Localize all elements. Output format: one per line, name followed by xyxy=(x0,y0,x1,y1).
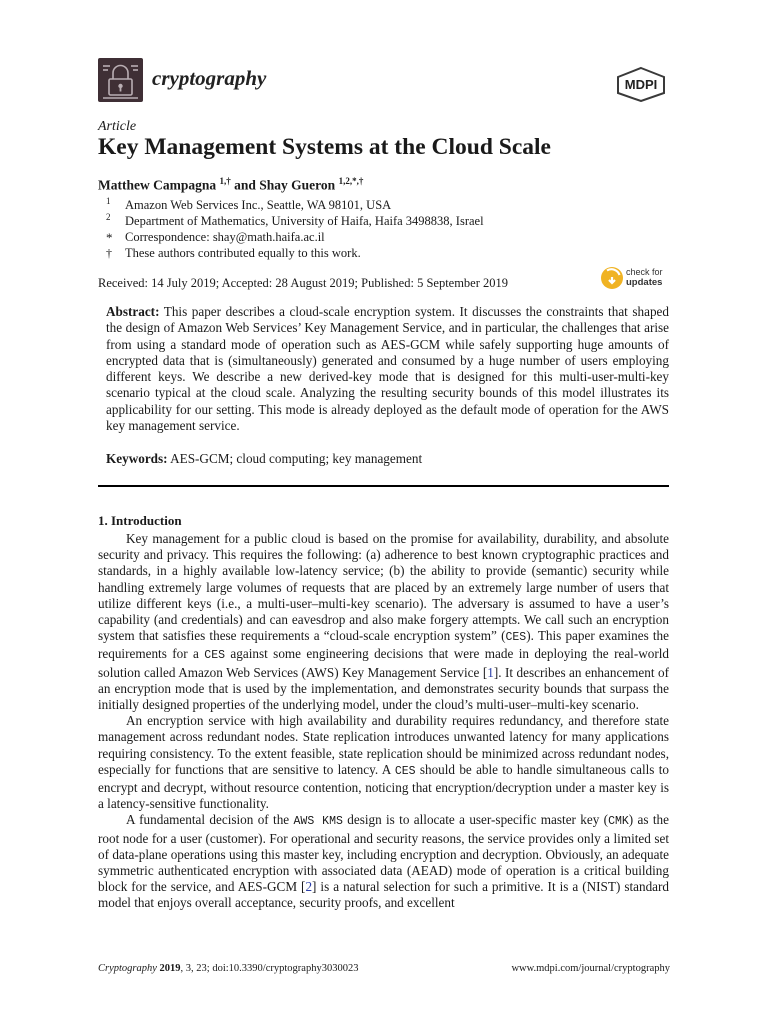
paper-title: Key Management Systems at the Cloud Scale xyxy=(98,134,551,160)
mdpi-logo-text: MDPI xyxy=(624,77,658,92)
affiliation-mark: 2 xyxy=(106,212,111,222)
keywords-label: Keywords: xyxy=(106,451,168,466)
footer-journal-url[interactable]: www.mdpi.com/journal/cryptography xyxy=(511,963,670,974)
section-divider xyxy=(98,485,669,487)
text-run: should be able to handle simultaneous calls to encrypt and decrypt, without resource contention, noticing that encryption/decryption under a master key is a latency-sensitive functionality. xyxy=(98,761,669,812)
affiliation-mark: * xyxy=(106,230,113,245)
text-run: design is to allocate a user-specific master key ( xyxy=(342,812,609,828)
code-term: CMK xyxy=(608,815,629,829)
article-type: Article xyxy=(98,119,137,134)
section-body xyxy=(98,531,669,912)
code-term: CES xyxy=(394,764,416,778)
footer-journal: Cryptography xyxy=(98,963,157,974)
paragraph xyxy=(98,812,669,911)
padlock-icon xyxy=(98,58,143,102)
correspondence-text: Correspondence: shay@math.haifa.ac.il xyxy=(125,230,325,244)
check-updates-line1: check for xyxy=(626,267,663,277)
equal-contribution-text: These authors contributed equally to this work. xyxy=(125,246,361,260)
affiliation-text: Department of Mathematics, University of Haifa, Haifa 3498838, Israel xyxy=(125,214,484,228)
publication-dates: Received: 14 July 2019; Accepted: 28 August 2019; Published: 5 September 2019 xyxy=(98,276,509,290)
paragraph xyxy=(98,531,669,713)
check-for-updates-badge[interactable] xyxy=(600,266,672,292)
text-run: A fundamental decision of the xyxy=(126,812,294,828)
code-term: AWS KMS xyxy=(293,815,343,829)
journal-logo xyxy=(98,58,143,102)
author-name: Shay Gueron xyxy=(259,177,336,193)
abstract xyxy=(106,304,669,434)
abstract-text: This paper describes a cloud-scale encryption system. It discusses the constraints that shaped the design of Amazon Web Services’ Key Management Service, and in particular, the challenges that arise from using a standard mode of operation such as AES-GCM while safely supporting huge amounts of encrypted data that is (simultaneously) generated and consumed by a huge number of users employing different keys. We describe a new derived-key mode that is designed for this multi-user-multi-key scenario typical at the cloud scale. Analyzing the resulting security bounds of this model illustrates its applicability for our setting. This mode is already deployed as the default mode of operation for the AWS key management service. xyxy=(106,304,669,434)
text-run: ] is a natural selection for such a primitive. It is a (NIST) standard model that enjoys overall acceptance, security proofs, and excellent xyxy=(98,879,669,911)
abstract-label: Abstract: xyxy=(106,304,160,319)
author-name: Matthew Campagna xyxy=(98,177,217,193)
paragraph xyxy=(98,713,669,812)
text-run: Key management for a public cloud is based on the promise for availability, durability, and absolute security and privacy. This requires the following: (a) adherence to best known cryptographic practices and standards, in a highly available low-latency service; (b) the ability to provide (semantic) security while handling extremely large volumes of requests that are placed by an extremely large number of users that utilize different keys (i.e., a multi-user–multi-key scenario). The adversary is assumed to have a user’s capability (and credentials) and can eavesdrop and also make forgery attempts. We call such an encryption system that satisfies these requirements a “cloud-scale encryption system” ( xyxy=(98,531,669,644)
code-term: CES xyxy=(204,649,226,663)
citation-link[interactable]: 1 xyxy=(487,664,494,680)
affiliation-text: Amazon Web Services Inc., Seattle, WA 98101, USA xyxy=(125,198,392,212)
code-term: CES xyxy=(505,631,527,645)
text-run: ). This paper examines the requirements for a xyxy=(98,628,669,662)
section-heading: 1. Introduction xyxy=(98,513,182,528)
footer-doi: , 3, 23; doi:10.3390/cryptography3030023 xyxy=(180,963,359,974)
journal-name: cryptography xyxy=(152,66,267,90)
text-run: ) as the root node for a user (customer). For operational and security reasons, the service provides only a limited set of data-plane operations using this master key, including encryption and decryption. Obviously, an adequate symmetric authenticated encryption with associated data (AEAD) mode of operation is a critical building block for the service, and AES-GCM [ xyxy=(98,812,669,895)
citation-link[interactable]: 2 xyxy=(305,879,313,895)
footer-citation xyxy=(98,963,358,974)
affiliation-mark: 1 xyxy=(106,196,111,206)
check-updates-line2: updates xyxy=(626,277,663,288)
keywords-text: AES-GCM; cloud computing; key management xyxy=(170,451,423,466)
text-run: ]. It describes an enhancement of an encryption mode that is used by the implementation, and demonstrates security bounds that surpass the initially designed properties of the underlying model, under the cloud’s multi-user–multi-key scenario. xyxy=(98,664,669,713)
author-joiner: and xyxy=(230,177,260,193)
author-list xyxy=(98,176,363,194)
keywords xyxy=(106,451,669,467)
text-run: against some engineering decisions that were made in deploying the real-world solution called Amazon Web Services (AWS) Key Management Service [ xyxy=(98,646,669,680)
mdpi-logo xyxy=(612,66,670,102)
check-updates-icon xyxy=(600,266,624,290)
author-marks: 1,† xyxy=(219,176,231,186)
text-run: An encryption service with high availability and durability requires redundancy, and therefore state management across redundant nodes. State replication introduces unwanted latency for many applications requiring consistency. To the extent feasible, state replication should be minimized across redundant nodes, especially for functions that are sensitive to latency. A xyxy=(98,713,669,777)
footer-year: 2019 xyxy=(159,963,181,974)
author-marks: 1,2,*,† xyxy=(338,176,364,186)
affiliation-mark: † xyxy=(106,246,112,260)
mdpi-hexagon-icon xyxy=(612,66,670,102)
